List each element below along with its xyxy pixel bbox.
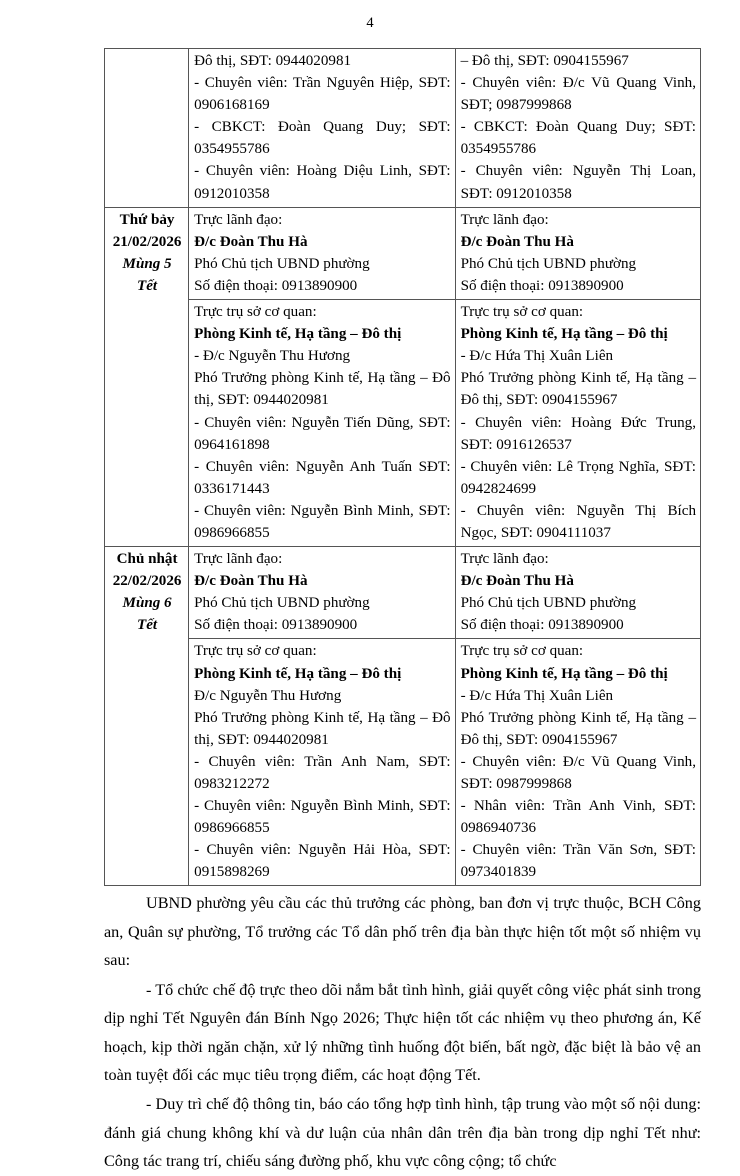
office-line: Phó Trưởng phòng Kinh tế, Hạ tầng – Đô thị, SĐT: 0944020981 [194,709,451,748]
office-line: - Chuyên viên: Trần Anh Nam, SĐT: 0983212272 [194,753,451,792]
continued-left-line-2: - Chuyên viên: Trần Nguyên Hiệp, SĐT: 0906168169 [194,75,451,114]
saturday-office-left-cell [189,300,455,547]
body-paragraph-2: - Tổ chức chế độ trực theo dõi nắm bắt tình hình, giải quyết công việc phát sinh trong dịp nghỉ Tết Nguyên đán Bính Ngọ 2026; Thực hiện tốt các nhiệm vụ theo phương án, Kế hoạch, kịp thời ngăn chặn, xử lý những tình huống đột biến, bất ngờ, đặc biệt là bảo vệ an toàn tuyệt đối các mục tiêu trọng điểm, các hoạt động Tết. [104,980,701,1084]
leader-label: Trực lãnh đạo: [460,551,549,568]
office-dept: Phòng Kinh tế, Hạ tầng – Đô thị [194,326,402,343]
table-row [105,300,701,547]
table-row [105,49,701,208]
office-line: - Chuyên viên: Hoàng Đức Trung, SĐT: 0916126537 [460,414,696,453]
office-line: Phó Trưởng phòng Kinh tế, Hạ tầng – Đô thị, SĐT: 0944020981 [194,370,451,409]
leader-title: Phó Chủ tịch UBND phường [460,595,637,612]
continued-left-line-4: - Chuyên viên: Hoàng Diệu Linh, SĐT: 0912010358 [194,163,451,202]
office-line: - Chuyên viên: Nguyễn Anh Tuấn SĐT: 0336171443 [194,458,451,497]
continued-right-cell [455,49,700,208]
leader-title: Phó Chủ tịch UBND phường [460,255,637,272]
body-paragraph-3: - Duy trì chế độ thông tin, báo cáo tổng hợp tình hình, tập trung vào một số nội dung: đánh giá chung không khí và dư luận của nhân dân trên địa bàn trong dịp nghỉ Tết như: Công tác trang trí, chiếu sáng đường phố, khu vực công cộng; tổ chức [104,1095,701,1171]
office-dept: Phòng Kinh tế, Hạ tầng – Đô thị [460,326,668,343]
day-lunar-suffix-saturday: Tết [137,277,158,294]
sunday-leader-right-cell [455,547,700,639]
leader-name: Đ/c Đoàn Thu Hà [460,573,574,590]
office-line: - Đ/c Hứa Thị Xuân Liên [460,687,614,704]
leader-label: Trực lãnh đạo: [194,211,283,228]
office-line: - Chuyên viên: Nguyễn Bình Minh, SĐT: 0986966855 [194,502,451,541]
office-line: - Chuyên viên: Lê Trọng Nghĩa, SĐT: 0942824699 [460,458,696,497]
day-cell-saturday [105,207,189,546]
office-label: Trực trụ sở cơ quan: [460,304,584,321]
leader-phone: Số điện thoại: 0913890900 [194,277,358,294]
saturday-leader-right-cell [455,207,700,299]
day-name-sunday: Chủ nhật [116,551,178,568]
office-label: Trực trụ sở cơ quan: [194,643,317,660]
leader-label: Trực lãnh đạo: [194,551,283,568]
body-paragraph-1: UBND phường yêu cầu các thủ trưởng các phòng, ban đơn vị trực thuộc, BCH Công an, Quân sự phường, Tổ trưởng các Tổ dân phố trên địa bàn thực hiện tốt một số nhiệm vụ sau: [104,894,701,970]
leader-phone: Số điện thoại: 0913890900 [460,617,624,634]
day-cell-continued [105,49,189,208]
day-cell-sunday [105,547,189,886]
day-lunar-sunday: Mùng 6 [122,595,172,612]
saturday-leader-left-cell [189,207,455,299]
office-line: - Chuyên viên: Đ/c Vũ Quang Vinh, SĐT: 0987999868 [460,753,696,792]
office-line: - Nhân viên: Trần Anh Vinh, SĐT: 0986940736 [460,798,696,837]
office-line: - Chuyên viên: Trần Văn Sơn, SĐT: 0973401839 [460,842,696,881]
leader-label: Trực lãnh đạo: [460,211,549,228]
office-line: - Chuyên viên: Nguyễn Hải Hòa, SĐT: 0915898269 [194,842,451,881]
office-label: Trực trụ sở cơ quan: [460,643,584,660]
day-date-saturday: 21/02/2026 [112,233,182,250]
continued-right-line-3: - CBKCT: Đoàn Quang Duy; SĐT: 0354955786 [460,119,696,158]
continued-right-line-4: - Chuyên viên: Nguyễn Thị Loan, SĐT: 0912010358 [460,163,696,202]
office-line: - Chuyên viên: Nguyễn Tiến Dũng, SĐT: 0964161898 [194,414,451,453]
office-line: Phó Trưởng phòng Kinh tế, Hạ tầng – Đô thị, SĐT: 0904155967 [460,709,696,748]
leader-name: Đ/c Đoàn Thu Hà [194,233,308,250]
sunday-office-right-cell [455,639,700,886]
leader-phone: Số điện thoại: 0913890900 [194,617,358,634]
office-dept: Phòng Kinh tế, Hạ tầng – Đô thị [460,665,668,682]
continued-right-line-2: - Chuyên viên: Đ/c Vũ Quang Vinh, SĐT; 0987999868 [460,75,696,114]
continued-left-line-1: Đô thị, SĐT: 0944020981 [194,53,352,69]
saturday-office-right-cell [455,300,700,547]
continued-right-line-1: – Đô thị, SĐT: 0904155967 [460,53,629,69]
office-line: - Đ/c Hứa Thị Xuân Liên [460,348,614,365]
page-content [104,48,701,1176]
continued-left-cell [189,49,455,208]
office-dept: Phòng Kinh tế, Hạ tầng – Đô thị [194,665,402,682]
page-number: 4 [366,15,374,31]
table-row [105,207,701,299]
duty-schedule-table [104,48,701,886]
sunday-leader-left-cell [189,547,455,639]
continued-left-line-3: - CBKCT: Đoàn Quang Duy; SĐT: 0354955786 [194,119,451,158]
table-row [105,547,701,639]
office-line: Đ/c Nguyễn Thu Hương [194,687,342,704]
day-lunar-suffix-sunday: Tết [137,617,158,634]
leader-phone: Số điện thoại: 0913890900 [460,277,624,294]
leader-title: Phó Chủ tịch UBND phường [194,255,370,272]
leader-name: Đ/c Đoàn Thu Hà [460,233,574,250]
day-date-sunday: 22/02/2026 [112,573,182,590]
day-lunar-saturday: Mùng 5 [122,255,172,272]
office-line: - Đ/c Nguyễn Thu Hương [194,348,351,365]
leader-name: Đ/c Đoàn Thu Hà [194,573,308,590]
day-name-saturday: Thứ bảy [119,211,175,228]
office-line: Phó Trưởng phòng Kinh tế, Hạ tầng – Đô thị, SĐT: 0904155967 [460,370,696,409]
office-line: - Chuyên viên: Nguyễn Bình Minh, SĐT: 0986966855 [194,798,451,837]
sunday-office-left-cell [189,639,455,886]
office-label: Trực trụ sở cơ quan: [194,304,317,321]
table-row [105,639,701,886]
leader-title: Phó Chủ tịch UBND phường [194,595,370,612]
office-line: - Chuyên viên: Nguyễn Thị Bích Ngọc, SĐT: 0904111037 [460,502,696,541]
